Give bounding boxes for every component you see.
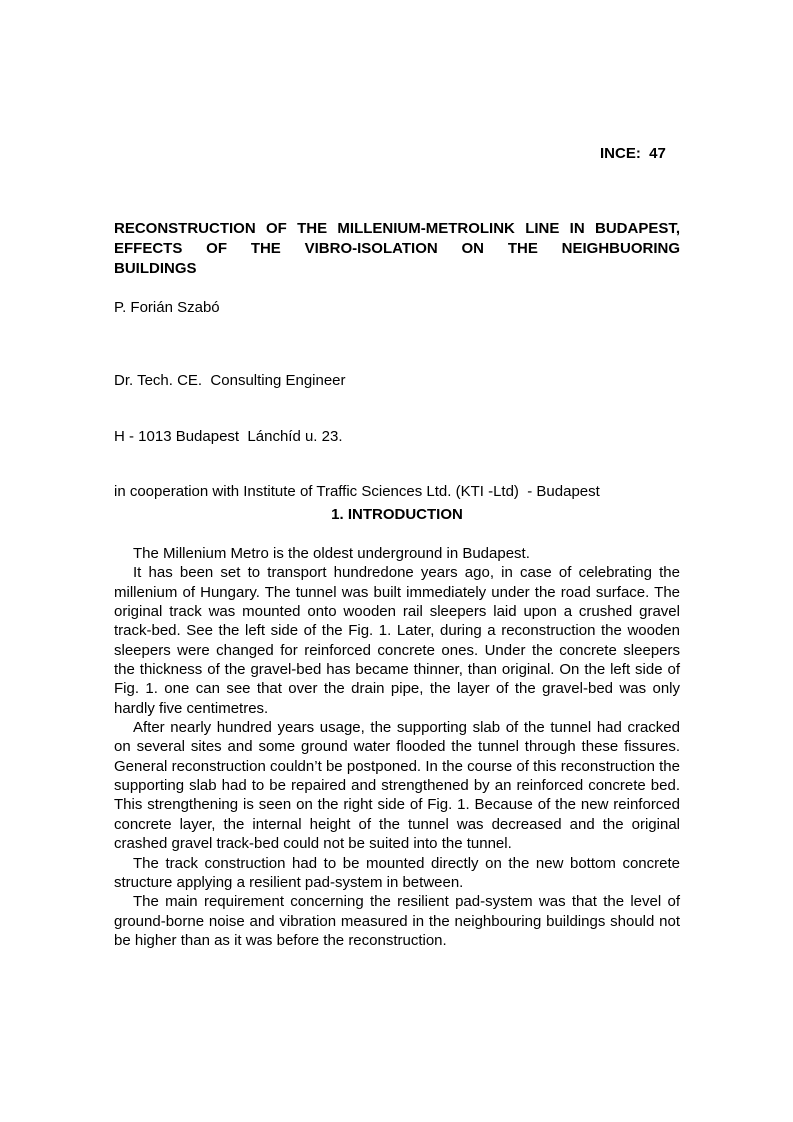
paragraph: The track construction had to be mounted directly on the new bottom concrete structure applying a resilient pad-system in between. bbox=[114, 854, 680, 891]
paragraph: The main requirement concerning the resilient pad-system was that the level of ground-borne noise and vibration measured in the neighbouring buildings should not be higher than as it was before the reconstruction. bbox=[114, 893, 680, 949]
affiliation-line: in cooperation with Institute of Traffic Sciences Ltd. (KTI -Ltd) - Budapest bbox=[114, 483, 600, 500]
affiliation-line: H - 1013 Budapest Lánchíd u. 23. bbox=[114, 427, 343, 445]
author-affiliation bbox=[114, 335, 600, 520]
paragraph: It has been set to transport hundredone years ago, in case of celebrating the millenium of Hungary. The tunnel was built immediately under the road surface. The original track was mounted onto wooden rail sleepers laid upon a crushed gravel track-bed. See the left side of the Fig. 1. Later, during a reconstruction the wooden sleepers were changed for reinforced concrete ones. Under the concrete sleepers the thickness of the gravel-bed has became thinner, than original. On the left side of Fig. 1. one can see that over the drain pipe, the layer of the gravel-bed was only hardly five centimetres. bbox=[114, 564, 680, 717]
section-heading: 1. INTRODUCTION bbox=[331, 506, 463, 523]
author-name: P. Forián Szabó bbox=[114, 299, 220, 316]
title-line: BUILDINGS bbox=[114, 260, 197, 277]
paragraph: After nearly hundred years usage, the supporting slab of the tunnel had cracked on several sites and some ground water flooded the tunnel through these fissures. General reconstruction couldn’t be postponed. In the course of this reconstruction the supporting slab had to be repaired and strengthened by an reinforced concrete bed. This strengthening is seen on the right side of Fig. 1. Because of the new reinforced concrete layer, the internal height of the tunnel was decreased and the original crashed gravel track-bed could not be suited into the tunnel. bbox=[114, 719, 680, 853]
title-line: EFFECTS OF THE VIBRO-ISOLATION ON THE NEIGHBUORING bbox=[114, 240, 680, 257]
section-body bbox=[114, 544, 680, 950]
title-line: RECONSTRUCTION OF THE MILLENIUM-METROLINK LINE IN BUDAPEST, bbox=[114, 220, 680, 237]
paper-title bbox=[114, 219, 680, 279]
affiliation-line: Dr. Tech. CE. Consulting Engineer bbox=[114, 372, 346, 389]
paragraph: The Millenium Metro is the oldest underground in Budapest. bbox=[133, 545, 530, 562]
paper-id: INCE: 47 bbox=[600, 145, 666, 162]
